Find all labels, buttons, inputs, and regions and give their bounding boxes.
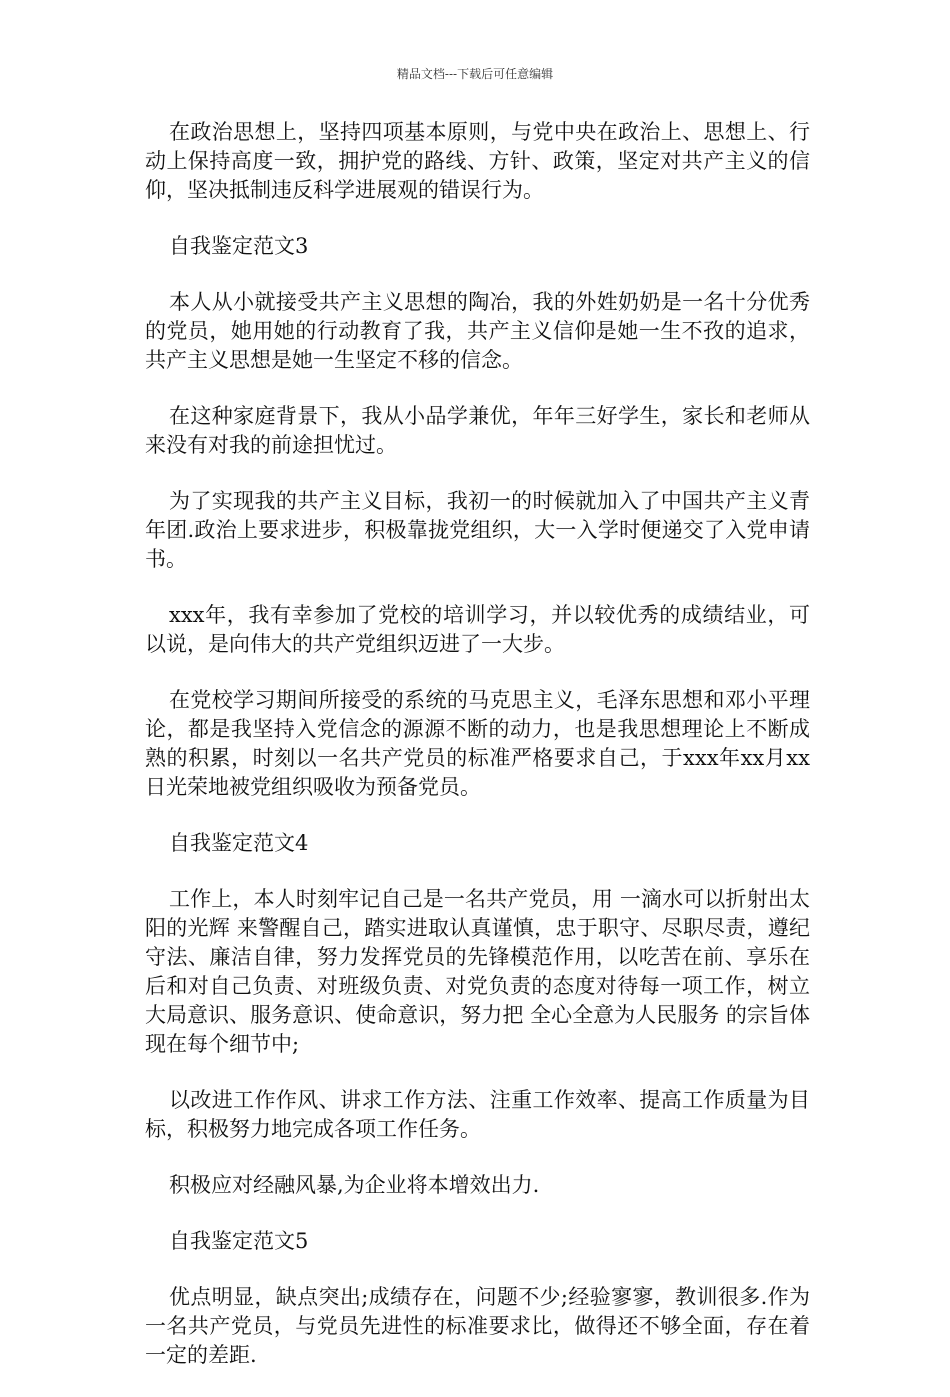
paragraph: 以改进工作作风、讲求工作方法、注重工作效率、提高工作质量为目标，积极努力地完成各项工作任务。 [145, 1088, 810, 1141]
paragraph: 优点明显，缺点突出;成绩存在，问题不少;经验寥寥，教训很多.作为一名共产党员，与党员先进性的标准要求比，做得还不够全面，存在着一定的差距. [145, 1285, 810, 1367]
section-heading: 自我鉴定范文3 [169, 234, 309, 258]
paragraph: 积极应对经融风暴,为企业将本增效出力. [169, 1173, 540, 1197]
section-heading: 自我鉴定范文4 [169, 831, 309, 855]
paragraph: 在政治思想上，坚持四项基本原则，与党中央在政治上、思想上、行动上保持高度一致，拥护党的路线、方针、政策，坚定对共产主义的信仰，坚决抵制违反科学进展观的错误行为。 [145, 120, 810, 202]
paragraph: 工作上，本人时刻牢记自己是一名共产党员，用 一滴水可以折射出太阳的光辉 来警醒自己，踏实进取认真谨慎，忠于职守、尽职尽责，遵纪守法、廉洁自律，努力发挥党员的先锋模范作用，以吃苦在前、享乐在后和对自己负责、对班级负责、对党负责的态度对待每一项工作，树立大局意识、服务意识、使命意识，努力把 全心全意为人民服务 的宗旨体现在每个细节中; [145, 887, 810, 1056]
section-heading: 自我鉴定范文5 [169, 1229, 309, 1253]
paragraph: 为了实现我的共产主义目标，我初一的时候就加入了中国共产主义青年团.政治上要求进步，积极靠拢党组织，大一入学时便递交了入党申请书。 [145, 489, 810, 571]
paragraph: 在党校学习期间所接受的系统的马克思主义，毛泽东思想和邓小平理论，都是我坚持入党信念的源源不断的动力，也是我思想理论上不断成熟的积累，时刻以一名共产党员的标准严格要求自己，于xxx年xx月xx日光荣地被党组织吸收为预备党员。 [145, 688, 810, 799]
document-body [145, 118, 810, 1397]
page-header: 精品文档---下载后可任意编辑 [396, 67, 554, 81]
paragraph: xxx年，我有幸参加了党校的培训学习，并以较优秀的成绩结业，可以说，是向伟大的共产党组织迈进了一大步。 [145, 603, 810, 656]
paragraph: 本人从小就接受共产主义思想的陶冶，我的外姓奶奶是一名十分优秀的党员，她用她的行动教育了我，共产主义信仰是她一生不孜的追求，共产主义思想是她一生坚定不移的信念。 [145, 290, 810, 372]
paragraph: 在这种家庭背景下，我从小品学兼优，年年三好学生，家长和老师从来没有对我的前途担忧过。 [145, 404, 810, 457]
